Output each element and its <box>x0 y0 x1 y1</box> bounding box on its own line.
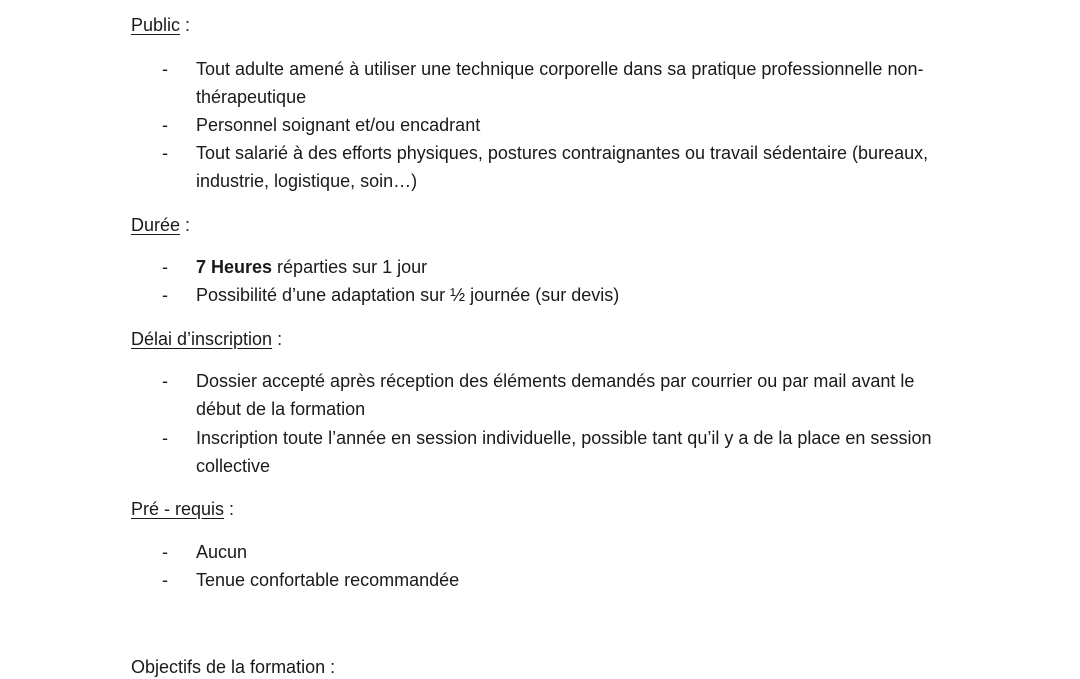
bullet-dash: - <box>162 570 168 590</box>
bullet-dash: - <box>162 428 168 448</box>
section-heading-public: Public : <box>131 15 191 35</box>
list-item: Inscription toute l’année en session individuelle, possible tant qu’il y a de la place en session collective <box>196 428 932 476</box>
list-item: Aucun <box>196 542 248 562</box>
bullet-dash: - <box>162 542 168 562</box>
list-item: Possibilité d’une adaptation sur ½ journée (sur devis) <box>196 285 620 305</box>
list-item: Dossier accepté après réception des éléments demandés par courrier ou par mail avant le début de la formation <box>196 371 915 419</box>
bullet-dash: - <box>162 371 168 391</box>
bullet-dash: - <box>162 257 168 277</box>
section-heading-delai: Délai d’inscription : <box>131 329 283 349</box>
bullet-dash: - <box>162 285 168 305</box>
list-item: Tenue confortable recommandée <box>196 570 460 590</box>
list-item: Tout adulte amené à utiliser une technique corporelle dans sa pratique professionnelle non-thérapeutique <box>196 59 924 107</box>
list-item: Personnel soignant et/ou encadrant <box>196 115 481 135</box>
bullet-dash: - <box>162 143 168 163</box>
section-heading-duree: Durée : <box>131 215 191 235</box>
list-item: Tout salarié à des efforts physiques, postures contraignantes ou travail sédentaire (bureaux, industrie, logistique, soin…) <box>196 143 929 191</box>
list-item: 7 Heures réparties sur 1 jour <box>196 257 428 277</box>
bullet-dash: - <box>162 115 168 135</box>
bullet-dash: - <box>162 59 168 79</box>
section-heading-objectifs: Objectifs de la formation : <box>131 657 336 677</box>
section-heading-prerequis: Pré - requis : <box>131 499 235 519</box>
